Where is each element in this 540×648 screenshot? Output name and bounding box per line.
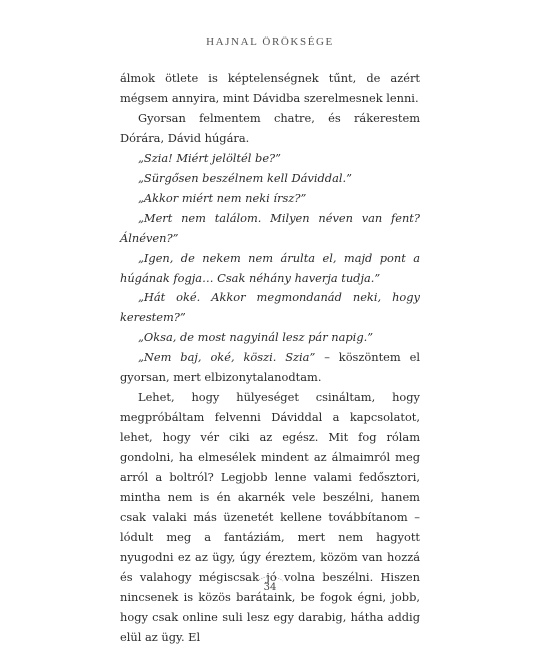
paragraph: Gyorsan felmentem chatre, és rákerestem Dórára, Dávid húgára. (120, 110, 420, 145)
paragraph: álmok ötlete is képtelenségnek tűnt, de azért mégsem annyira, mint Dávidba szerelmesnek lenni. (120, 71, 420, 105)
dialogue-line: „Sürgősen beszélnem kell Dáviddal.” (138, 170, 352, 185)
dialogue-line: „Akkor miért nem neki írsz?” (138, 190, 307, 205)
page-body (120, 69, 420, 648)
running-header: HAJNAL ÖRÖKSÉGE (206, 36, 334, 48)
page-number: 34 (263, 582, 277, 593)
dialogue-line: „Mert nem találom. Milyen néven van fent? Álnéven?” (120, 210, 420, 245)
dialogue-quote: „Nem baj, oké, köszi. Szia” (138, 350, 316, 365)
paragraph: Lehet, hogy hülyeséget csináltam, hogy megpróbáltam felvenni Dáviddal a kapcsolatot, lehet, hogy vér ciki az egész. Mit fog rólam gondolni, ha elmesélek mindent az álmaimról meg arról a boltról? Legjobb lenne valami fedősztori, mintha nem is én akarnék vele beszélni, hanem csak valaki más üzenetét kellene továbbítanom – lódult meg a fantáziám, mert nem hagyott nyugodni ez az ügy, úgy éreztem, közöm van hozzá és valahogy mégiscsak jó volna beszélni. Hiszen nincsenek is közös barátaink, be fogok égni, jobb, hogy csak online suli lesz egy darabig, hátha addig elül az ügy. El (120, 390, 420, 644)
page-footer (0, 574, 540, 593)
dialogue-line: „Igen, de nekem nem árulta el, majd pont a húgának fogja… Csak néhány haverja tudja.” (120, 250, 420, 285)
narration: – köszöntem el gyorsan, mert elbizonytalanodtam. (120, 350, 420, 385)
dialogue-line-with-narration (120, 348, 420, 388)
dialogue-line: „Szia! Miért jelöltél be?” (138, 150, 281, 165)
ornament-icon (255, 574, 285, 582)
dialogue-line: „Oksa, de most nagyinál lesz pár napig.” (138, 330, 374, 345)
dialogue-line: „Hát oké. Akkor megmondanád neki, hogy kerestem?” (120, 290, 420, 325)
